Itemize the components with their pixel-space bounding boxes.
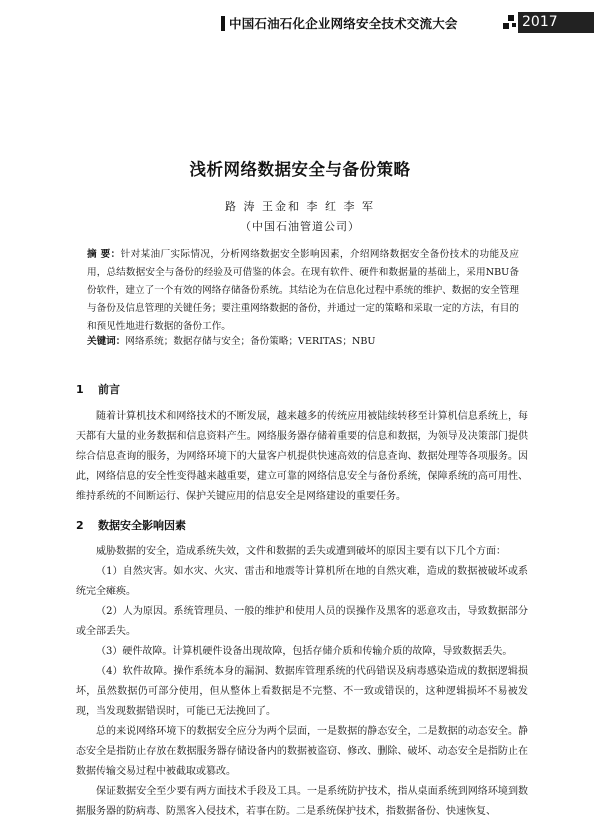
header-square-mark [503, 23, 509, 29]
keywords [87, 335, 519, 349]
section-body [76, 407, 528, 507]
abstract [87, 246, 519, 336]
paper-title: 浅析网络数据安全与备份策略 [189, 160, 411, 179]
running-header [0, 12, 600, 38]
paragraph: （1）自然灾害。如水灾、火灾、雷击和地震等计算机所在地的自然灾难，造成的数据被破坏或系统完全瘫痪。 [76, 566, 528, 597]
keywords-text: 网络系统；数据存储与安全；备份策略；VERITAS；NBU [125, 336, 376, 347]
paragraph: 总的来说网络环境下的数据安全应分为两个层面，一是数据的静态安全，二是数据的动态安全。静态安全是指防止存放在数据服务器存储设备内的数据被盗窃、修改、删除、破坏、动态安全是指防止在数据传输交易过程中被截取或篡改。 [76, 726, 528, 777]
section-heading [76, 381, 120, 397]
paragraph: （2）人为原因。系统管理员、一般的维护和使用人员的误操作及黑客的恶意攻击，导致数据部分或全部丢失。 [76, 606, 528, 637]
paragraph: （4）软件故障。操作系统本身的漏洞、数据库管理系统的代码错误及病毒感染造成的数据逻辑损坏，虽然数据仍可部分使用，但从整体上看数据是不完整、不一致或错误的，这种逻辑损坏不易被发现，当发现数据错误时，可能已无法挽回了。 [76, 666, 528, 717]
keywords-label: 关键词： [87, 336, 126, 347]
abstract-text: 针对某油厂实际情况，分析网络数据安全影响因素，介绍网络数据安全备份技术的功能及应用，总结数据安全与备份的经验及可借鉴的体会。在现有软件、硬件和数据量的基础上，采用NBU备份软件，建立了一个有效的网络存储备份系统。其结论为在信息化过程中系统的维护、数据的安全管理与备份及信息管理的关键任务；要注重网络数据的备份，并通过一定的策略和采取一定的方法，有目的和预见性地进行数据的备份工作。 [87, 249, 519, 332]
section-number: 1 [76, 383, 84, 396]
paragraph: 随着计算机技术和网络技术的不断发展，越来越多的传统应用被陆续转移至计算机信息系统上，每天都有大量的业务数据和信息资料产生。网络服务器存储着重要的信息和数据，为领导及决策部门提供综合信息查询的服务，为网络环境下的大量客户机提供快速高效的信息查询、数据处理等各项服务。因此，网络信息的安全性变得越来越重要，建立可靠的网络信息安全与备份系统，保障系统的高可用性、维持系统的不间断运行、保护关键应用的信息安全是网络建设的重要任务。 [76, 411, 528, 502]
header-square-mark [508, 15, 514, 21]
section-title: 数据安全影响因素 [98, 519, 186, 532]
section-body [76, 542, 528, 822]
abstract-label: 摘 要： [87, 249, 121, 260]
paragraph: （3）硬件故障。计算机硬件设备出现故障，包括存储介质和传输介质的故障，导致数据丢失。 [96, 646, 513, 657]
conference-name: 中国石油石化企业网络安全技术交流大会 [229, 16, 458, 31]
conference-year: 2017 [518, 12, 594, 33]
header-square-mark [512, 23, 516, 27]
paragraph: 威胁数据的安全，造成系统失效，文件和数据的丢失或遭到破坏的原因主要有以下几个方面： [96, 546, 506, 557]
paragraph: 保证数据安全至少要有两方面技术手段及工具。一是系统防护技术，指从桌面系统到网络环境到数据服务器的防病毒、防黑客入侵技术，若事在防。二是系统保护技术，指数据备份、快速恢复、 [76, 786, 528, 817]
section-number: 2 [76, 519, 84, 532]
section-heading [76, 517, 186, 533]
header-bar-mark [221, 16, 225, 31]
paper-authors: 路 涛 王金和 李 红 李 军 [225, 200, 375, 213]
section-title: 前言 [98, 383, 120, 396]
paper-affiliation: （中国石油管道公司） [240, 220, 360, 233]
